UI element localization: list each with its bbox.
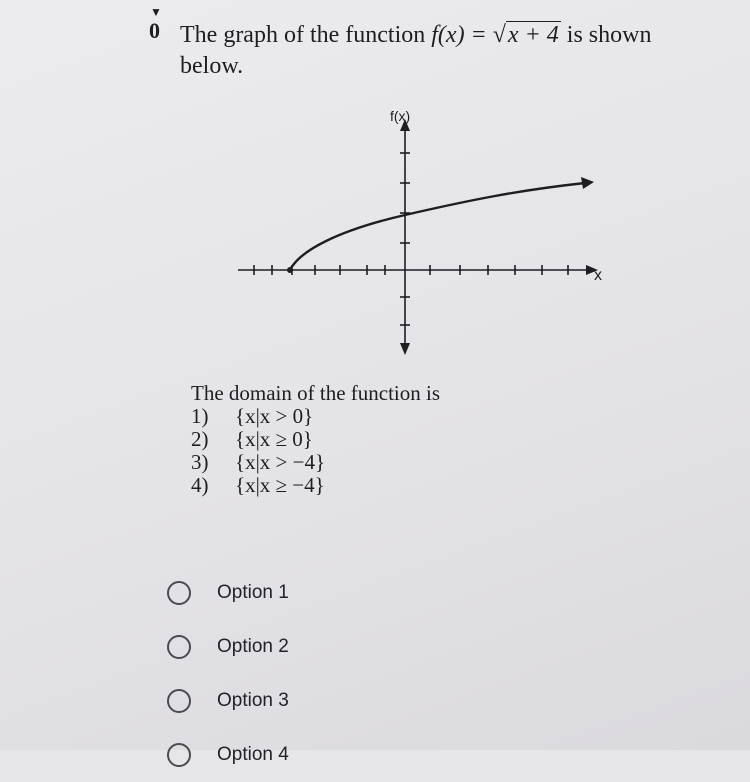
option-label: Option 4 (217, 744, 289, 765)
curve-arrow (581, 177, 594, 189)
function-curve (290, 183, 585, 270)
question-text (180, 20, 700, 82)
option-3[interactable] (167, 674, 289, 728)
choice-number: 1) (191, 404, 209, 428)
x-axis-label: x (594, 267, 602, 284)
choice-3 (191, 451, 440, 474)
function-name: f(x) = (431, 22, 493, 48)
domain-question (191, 382, 440, 497)
choice-1 (191, 405, 440, 428)
choice-expression: {x|x > −4} (235, 450, 326, 474)
choice-number: 2) (191, 427, 209, 451)
choice-expression: {x|x > 0} (235, 404, 314, 428)
choice-number: 3) (191, 450, 209, 474)
radicand: x + 4 (507, 22, 559, 48)
choice-expression: {x|x ≥ 0} (235, 427, 313, 451)
domain-prompt: The domain of the function is (191, 381, 441, 405)
function-graph (230, 105, 610, 360)
choice-expression: {x|x ≥ −4} (235, 473, 325, 497)
square-root: √x + 4 (492, 22, 559, 48)
y-axis-label: f(x) (390, 108, 411, 124)
choice-4 (191, 474, 440, 497)
radio-button-option-3[interactable] (167, 689, 191, 713)
radio-button-option-4[interactable] (167, 743, 191, 767)
option-2[interactable] (167, 620, 289, 674)
option-label: Option 1 (217, 582, 289, 603)
question-text-after: is shown below. (180, 22, 652, 79)
y-axis-arrow-down (400, 343, 410, 355)
curve-endpoint (287, 267, 293, 273)
radio-button-option-1[interactable] (167, 581, 191, 605)
option-1[interactable] (167, 566, 289, 620)
option-label: Option 2 (217, 636, 289, 657)
marker-icon: ▼ (150, 5, 162, 19)
question-number: 0 (149, 18, 160, 43)
choice-2 (191, 428, 440, 451)
option-4[interactable] (167, 728, 289, 782)
radio-button-option-2[interactable] (167, 635, 191, 659)
option-label: Option 3 (217, 690, 289, 711)
choice-number: 4) (191, 473, 209, 497)
question-text-before: The graph of the function (180, 22, 432, 48)
